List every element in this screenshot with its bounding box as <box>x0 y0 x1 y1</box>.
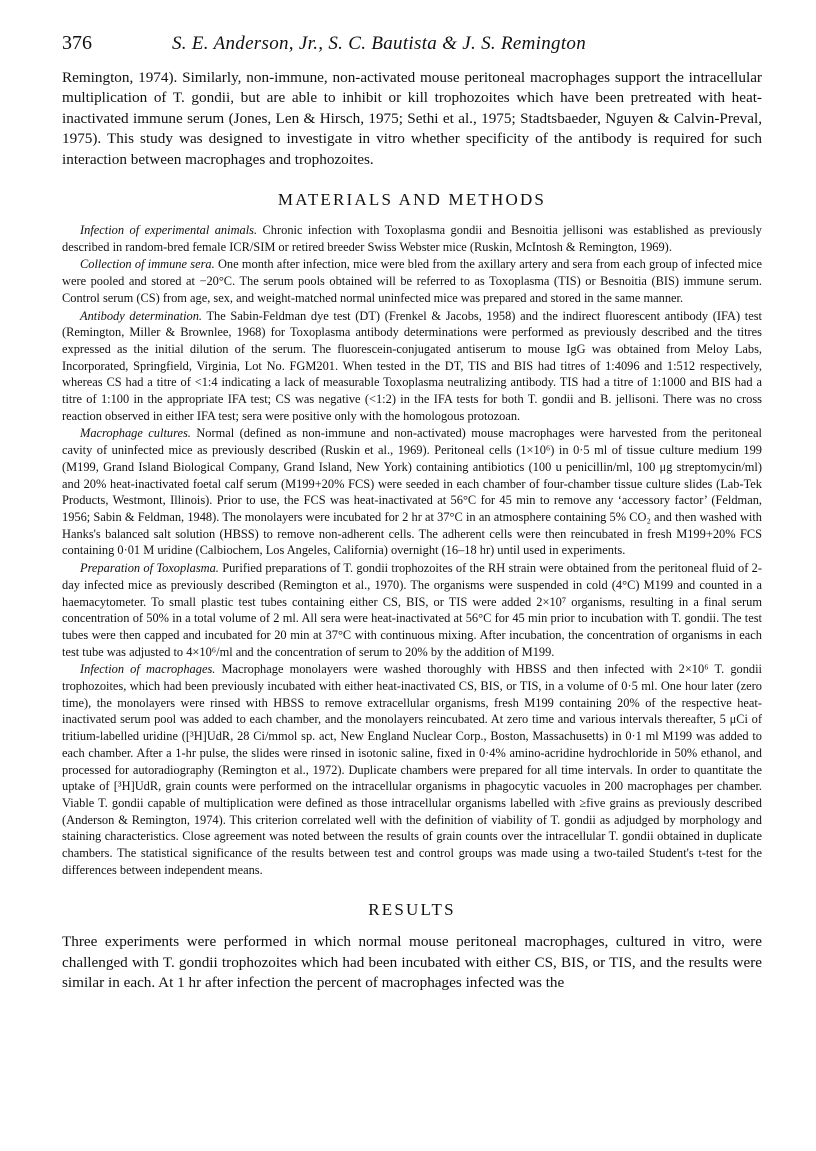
paragraph-text: Chronic infection with Toxoplasma gondii and Besnoitia jellisoni was established as previously described in random-bred female ICR/SIM or retired breeder Swiss Webster mice (Ruskin, McIntosh & Remington, 1969). <box>62 223 762 254</box>
paragraph-heading: Infection of experimental animals. <box>80 223 258 238</box>
paragraph-text: Macrophage monolayers were washed thoroughly with HBSS and then infected with 2×10⁶ T. gondii trophozoites, which had been previously incubated with either heat-inactivated CS, BIS, or TIS, in a volume of 0·5 ml. One hour later (zero time), the monolayers were rinsed with HBSS to remove extracellular organisms, fresh M199 containing 20% of the respective heat-inactivated serum pool was added to each chamber, and the monolayers reincubated. At zero time and various intervals thereafter, 5 μCi of tritium-labelled uridine ([³H]UdR, 28 Ci/mmol sp. act, New England Nuclear Corp., Boston, Massachusetts) in 0·1 ml M199 was added to each chamber. After a 1-hr pulse, the slides were rinsed in isotonic saline, fixed in 0·4% amino-acridine hydrochloride in 50% ethanol, and processed for autoradiography (Remington et al., 1972). Duplicate chambers were prepared for all time intervals. In order to quantitate the uptake of [³H]UdR, grain counts were performed on the intracellular organisms in phagocytic vacuoles in 200 macrophages per chamber. Viable T. gondii capable of multiplication were defined as those intracellular organisms labelled with ≥five grains as previously described (Anderson & Remington, 1974). This criterion correlated well with the definition of viability of T. gondii as adjudged by morphology and staining characteristics. Close agreement was noted between the results of grain counts over the intracellular T. gondii obtained in duplicate chambers. The statistical significance of the results between test and control groups was made using a two-tailed Student's t-test for the differences between independent means. <box>62 662 762 877</box>
methods-paragraph <box>62 222 762 255</box>
methods-paragraph <box>62 661 762 878</box>
paragraph-heading: Antibody determination. <box>80 308 203 323</box>
results-title: RESULTS <box>368 900 456 920</box>
methods-body <box>62 222 762 878</box>
page-header <box>62 32 762 68</box>
methods-title: MATERIALS AND METHODS <box>277 190 547 210</box>
methods-paragraph <box>62 256 762 306</box>
paragraph-heading: Collection of immune sera. <box>80 257 215 272</box>
paragraph-text: One month after infection, mice were bled from the axillary artery and sera from each group of infected mice were pooled and stored at −20°C. The serum pools obtained will be referred to as Toxoplasma (TIS) or Besnoitia (BIS) immune serum. Control serum (CS) from age, sex, and weight-matched normal uninfected mice was prepared and stored in the same manner. <box>62 257 763 305</box>
running-head: S. E. Anderson, Jr., S. C. Bautista & J. S. Remington <box>172 33 586 54</box>
intro-paragraph: Remington, 1974). Similarly, non-immune, non-activated mouse peritoneal macrophages support the intracellular multiplication of T. gondii, but are able to inhibit or kill trophozoites which have been pretreated with heat-inactivated immune serum (Jones, Len & Hirsch, 1975; Sethi et al., 1975; Stadtsbaeder, Nguyen & Calvin-Preval, 1975). This study was designed to investigate in vitro whether specificity of the antibody is required for such interaction between macrophages and trophozoites. <box>62 69 762 168</box>
paragraph-text: The Sabin-Feldman dye test (DT) (Frenkel & Jacobs, 1958) and the indirect fluorescent antibody (IFA) test (Remington, Miller & Brownlee, 1968) for Toxoplasma antibody determinations were performed as previously described and the titres expressed as the initial dilution of the serum. The fluorescein-conjugated antiserum to mouse IgG was obtained from Meloy Labs, Incorporated, Springfield, Virginia, Lot No. FGM201. When tested in the DT, TIS and BIS had titres of 1:4096 and 1:512 respectively, whereas CS had a titre of <1:4 indicating a lack of measurable Toxoplasma neutralizing antibody. TIS had a titre of 1:1000 and BIS had a titre of 1:100 in the appropriate IFA test; CS was negative (<1:2) in the IFA tests for both T. gondii and B. jellisoni. There was no cross reaction observed in either IFA test; sera were positive only with the homologous protozoan. <box>62 308 762 423</box>
paragraph-heading: Macrophage cultures. <box>80 426 191 441</box>
journal-page <box>62 32 762 994</box>
paragraph-text: Normal (defined as non-immune and non-activated) mouse macrophages were harvested from the peritoneal cavity of uninfected mice as previously described (Ruskin et al., 1969). Peritoneal cells (1×10⁶) in 0·5 ml of tissue culture medium 199 (M199, Grand Island Biological Company, Grand Island, New York) containing antibiotics (100 u penicillin/ml, 100 μg streptomycin/ml) and 20% heat-inactivated foetal calf serum (M199+20% FCS) were seeded in each chamber of four-chamber tissue culture slides (Lab-Tek Products, Westmont, Illinois). Prior to use, the FCS was heat-inactivated at 56°C for 45 min to remove any ‘accessory factor’ (Feldman, 1956; Sabin & Feldman, 1948). The monolayers were incubated for 2 hr at 37°C in an atmosphere containing 5% CO₂ and then washed with Hanks's balanced salt solution (HBSS) to remove non-adherent cells. The adherent cells were then reincubated in fresh M199+20% FCS containing 0·01 M uridine (Calbiochem, Los Angeles, California) overnight (16–18 hr) until used in experiments. <box>62 426 762 558</box>
paragraph-heading: Preparation of Toxoplasma. <box>80 561 219 576</box>
results-paragraph: Three experiments were performed in which normal mouse peritoneal macrophages, cultured in vitro, were challenged with T. gondii trophozoites which had been incubated with either CS, BIS, or TIS, and the results were similar in each. At 1 hr after infection the percent of macrophages infected was the <box>62 933 762 992</box>
methods-paragraph <box>62 425 762 559</box>
methods-paragraph <box>62 560 762 660</box>
methods-paragraph <box>62 308 762 425</box>
paragraph-heading: Infection of macrophages. <box>80 662 216 677</box>
paragraph-text: Purified preparations of T. gondii trophozoites of the RH strain were obtained from the peritoneal fluid of 2-day infected mice as previously described (Remington et al., 1970). The organisms were suspended in cold (4°C) M199 and counted in a haemacytometer. To small plastic test tubes containing either CS, BIS, or TIS were added 2×10⁷ organisms, resulting in a final serum concentration of 50% in a total volume of 2 ml. All sera were heat-inactivated at 56°C for 45 min prior to incubation with T. gondii. The test tubes were then capped and incubated for 20 min at 37°C with continuous mixing. After incubation, the concentration of organisms in each test tube was adjusted to 4×10⁶/ml and the concentration of serum to 20% by the addition of M199. <box>62 561 762 659</box>
page-number: 376 <box>62 32 92 54</box>
